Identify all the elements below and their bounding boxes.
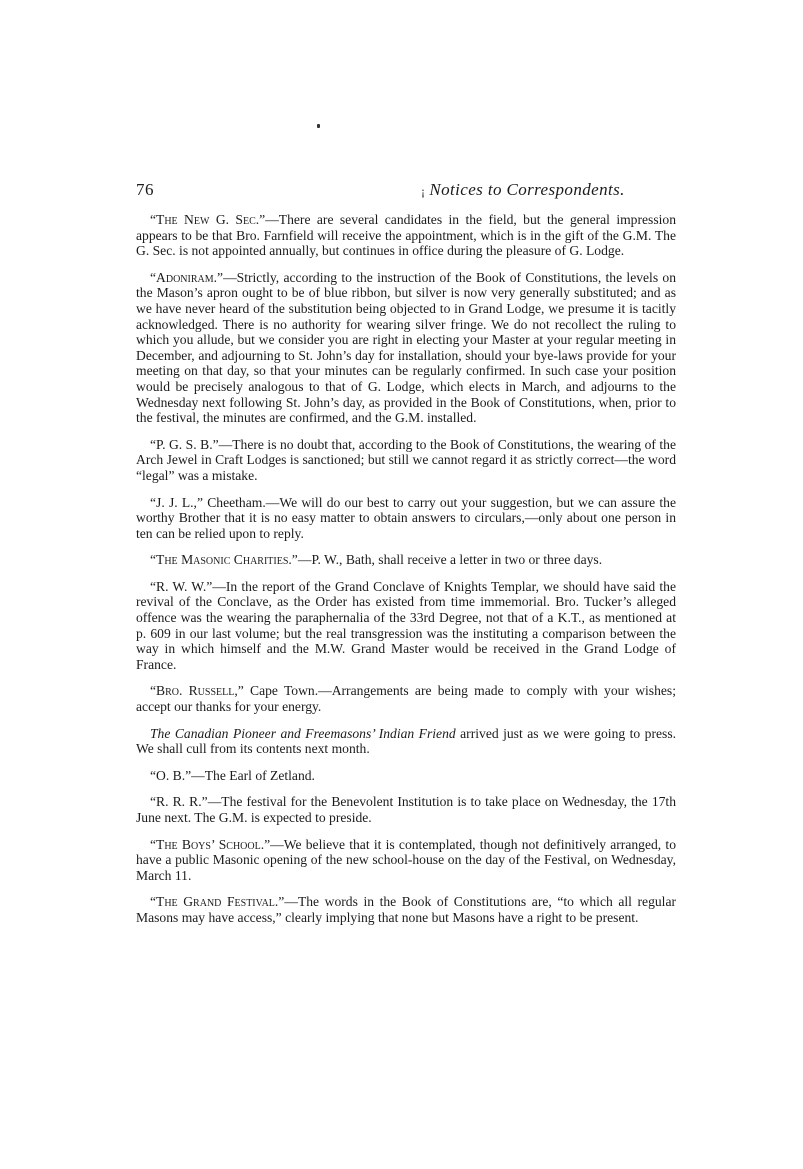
notice-lead: “R. R. R.” bbox=[150, 794, 208, 810]
header-mark: ¡ bbox=[421, 184, 426, 198]
notice-lead: “J. J. L.,” bbox=[150, 494, 203, 510]
notice-body: —There is no doubt that, according to the Book of Constitutions, the wearing of the Arch Jewel in Craft Lodges is sanctioned; but still we cannot regard it as strictly correct—the word “legal” was a mistake. bbox=[136, 436, 677, 483]
notice-lead: “O. B.” bbox=[150, 767, 192, 783]
running-title bbox=[421, 180, 625, 200]
notice-body: —The Earl of Zetland. bbox=[191, 767, 315, 783]
notice-lead: “Bro. Russell,” bbox=[150, 683, 244, 699]
notice-lead: “Adoniram.” bbox=[150, 269, 224, 285]
notice-ob bbox=[136, 768, 676, 784]
scan-speck bbox=[317, 124, 320, 128]
notices-column bbox=[136, 212, 676, 937]
notice-lead: “The Masonic Charities.” bbox=[150, 552, 298, 568]
notice-masonic-charities bbox=[136, 552, 676, 568]
notice-rww bbox=[136, 579, 676, 673]
notice-body: —We believe that it is contemplated, though not definitively arranged, to have a public Masonic opening of the new school-house on the day of the Festival, on Wednesday, March 11. bbox=[136, 836, 676, 883]
notice-bro-russell bbox=[136, 683, 676, 714]
notice-lead: “R. W. W.” bbox=[150, 578, 213, 594]
notice-lead: “P. G. S. B.” bbox=[150, 436, 219, 452]
notice-lead: “The Grand Festival.” bbox=[150, 894, 285, 910]
notice-adoniram bbox=[136, 270, 676, 426]
notice-body: arrived just as we were going to press. We shall cull from its contents next month. bbox=[136, 725, 677, 757]
notice-body: —Strictly, according to the instruction of the Book of Constitutions, the levels on the Mason’s apron ought to be of blue ribbon, but silver is now very generally substituted; and as we have never heard of the substitution being objected to in Grand Lodge, we presume it is tacitly acknowledged. There is no authority for wearing silver fringe. We do not recollect the ruling to which you allude, but we consider you are right in electing your Master at your regular meeting in December, and adjourning to St. John’s day for installation, should your bye-laws provide for your meeting on that day, so that your minutes can be regularly confirmed. In such case your position would be precisely analogous to that of G. Lodge, which elects in March, and adjourns to the Wednesday next following St. John’s day, as provided in the Book of Constitutions, when, prior to the festival, the minutes are confirmed, and the G.M. installed. bbox=[136, 269, 676, 426]
notice-body: —There are several candidates in the field, but the general impression appears to be that Bro. Farnfield will receive the appointment, which is in the gift of the G.M. The G. Sec. is not appointed annually, but continues in office during the pleasure of G. Lodge. bbox=[136, 212, 676, 259]
notice-grand-festival bbox=[136, 894, 676, 925]
notice-jjl bbox=[136, 495, 676, 542]
notice-boys-school bbox=[136, 837, 676, 884]
notice-pgsb bbox=[136, 437, 676, 484]
page-header bbox=[136, 180, 676, 202]
running-title-text: Notices to Correspondents. bbox=[429, 180, 625, 199]
notice-body: —P. W., Bath, shall receive a letter in two or three days. bbox=[297, 552, 603, 568]
notice-lead: “The Boys’ School.” bbox=[150, 836, 271, 852]
page-number: 76 bbox=[136, 180, 154, 199]
notice-rrr bbox=[136, 794, 676, 825]
notice-body: —In the report of the Grand Conclave of Knights Templar, we should have said the revival of the Conclave, as the Order has existed from time immemorial. Bro. Tucker’s alleged offence was the wearing the paraphernalia of the 33rd Degree, not that of a K.T., as mentioned at p. 609 in our last volume; but the real transgression was the instituting a comparison between the way in which himself and the M.W. Grand Master would be received in the Grand Lodge of France. bbox=[136, 578, 676, 672]
notice-body: Cheetham.—We will do our best to carry out your suggestion, but we can assure the worthy Brother that it is no easy matter to obtain answers to circulars,—only about one person in ten can be relied upon to reply. bbox=[136, 494, 677, 541]
notice-body: —The words in the Book of Constitutions are, “to which all regular Masons may have access,” clearly implying that none but Masons have a right to be present. bbox=[136, 894, 677, 925]
notice-body: Cape Town.—Arrangements are being made to comply with your wishes; accept our thanks for your energy. bbox=[136, 683, 676, 715]
notice-lead: “The New G. Sec.” bbox=[150, 212, 266, 227]
notice-body: —The festival for the Benevolent Institution is to take place on Wednesday, the 17th June next. The G.M. is expected to preside. bbox=[136, 794, 676, 825]
notice-canadian-pioneer bbox=[136, 726, 676, 757]
notice-lead: The Canadian Pioneer and Freemasons’ Indian Friend bbox=[150, 725, 456, 741]
notice-new-g-sec bbox=[136, 212, 676, 259]
